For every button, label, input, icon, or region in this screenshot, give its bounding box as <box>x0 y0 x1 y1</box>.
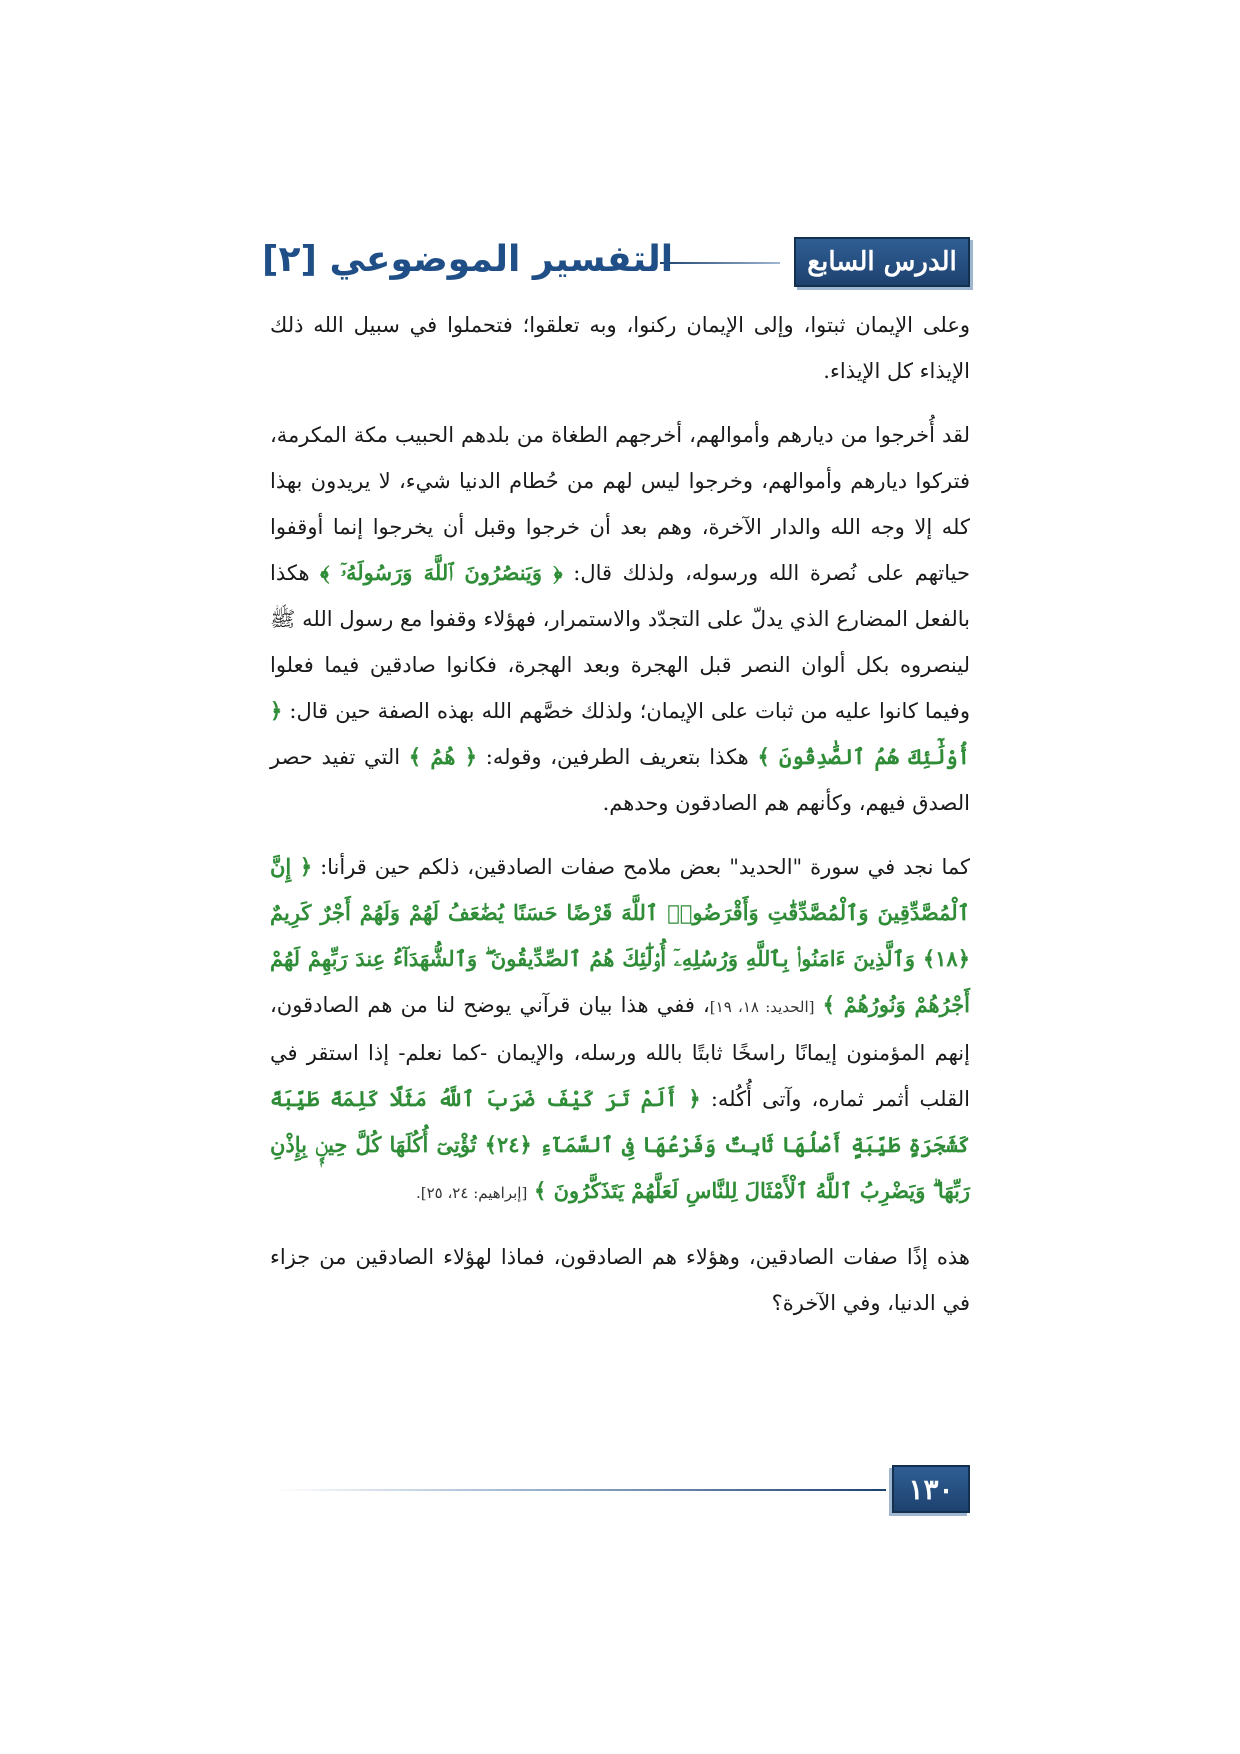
page-number: ١٣٠ <box>908 1472 954 1506</box>
page-number-box <box>892 1465 970 1513</box>
paragraph-1 <box>270 302 970 394</box>
book-title <box>262 239 673 280</box>
paragraph-4 <box>270 1234 970 1326</box>
paragraph-text: التي تفيد حصر الصدق فيهم، وكأنهم هم الصادقون وحدهم. <box>270 745 970 815</box>
book-title-text: التفسير الموضوعي <box>329 239 674 280</box>
verse-reference: [الحديد: ١٨، ١٩] <box>709 998 815 1016</box>
footer-divider <box>276 1489 886 1491</box>
paragraph-3 <box>270 844 970 1216</box>
page-header <box>262 237 970 289</box>
lesson-label-box <box>794 237 970 287</box>
paragraph-text: وعلى الإيمان ثبتوا، وإلى الإيمان ركنوا، وبه تعلقوا؛ فتحملوا في سبيل الله ذلك الإيذاء كل الإيذاء. <box>270 313 970 383</box>
paragraph-text: هكذا بالفعل المضارع الذي يدلّ على التجدّد والاستمرار، فهؤلاء وقفوا مع رسول الله ﷺ لينصروه بكل ألوان النصر قبل الهجرة وبعد الهجرة، فكانوا صادقين فيما فعلوا وفيما كانوا عليه من ثبات على الإيمان؛ ولذلك خصَّهم الله بهذه الصفة حين قال: <box>270 561 970 723</box>
book-part: [٢] <box>262 239 317 280</box>
page-content <box>270 302 970 1344</box>
paragraph-text: لقد أُخرجوا من ديارهم وأموالهم، أخرجهم الطغاة من بلدهم الحبيب مكة المكرمة، فتركوا ديارهم وأموالهم، وخرجوا ليس لهم من حُطام الدنيا شيء، لا يريدون بهذا كله إلا وجه الله والدار الآخرة، وهم بعد أن خرجوا وقبل أن يخرجوا إنما أوقفوا حياتهم على نُصرة الله ورسوله، ولذلك قال: <box>270 423 970 585</box>
header-divider <box>660 262 780 264</box>
quran-verse: ﴿ إِنَّ ٱلْمُصَّدِّقِينَ وَٱلْمُصَّدِّقَٰتِ وَأَقْرَضُوا۟ ٱللَّهَ قَرْضًا حَسَنًا يُضَٰعَفُ لَهُمْ وَلَهُمْ أَجْرٌ كَرِيمٌ ﴿١٨﴾ وَٱلَّذِينَ ءَامَنُوا۟ بِٱللَّهِ وَرُسُلِهِۦٓ أُو۟لَٰٓئِكَ هُمُ ٱلصِّدِّيقُونَ ۖ وَٱلشُّهَدَآءُ عِندَ رَبِّهِمْ لَهُمْ أَجْرُهُمْ وَنُورُهُمْ ﴾ <box>270 854 971 1017</box>
paragraph-text: ، ففي هذا بيان قرآني يوضح لنا من هم الصادقون، إنهم المؤمنون إيمانًا راسخًا ثابتًا بالله ورسله، والإيمان -كما نعلم- إذا استقر في القلب أثمر ثماره، وآتى أُكُله: <box>270 993 970 1111</box>
paragraph-2 <box>270 412 970 826</box>
page-footer <box>276 1465 970 1515</box>
lesson-label: الدرس السابع <box>807 247 957 277</box>
verse-reference: [إبراهيم: ٢٤، ٢٥]. <box>415 1184 528 1202</box>
paragraph-text: هكذا بتعريف الطرفين، وقوله: <box>485 745 749 769</box>
quran-verse: ﴿ أُوْلَٰٓئِكَ هُمُ ٱلصَّٰدِقُونَ ﴾ <box>270 698 970 769</box>
paragraph-text: هذه إذًا صفات الصادقين، وهؤلاء هم الصادقون، فماذا لهؤلاء الصادقين من جزاء في الدنيا، وفي الآخرة؟ <box>270 1245 970 1315</box>
quran-verse: ﴿ أَلَمْ تَرَ كَيْفَ ضَرَبَ ٱللَّهُ مَثَلًا كَلِمَةً طَيِّبَةً كَشَجَرَةٍ طَيِّبَةٍ أَصْلُهَا ثَابِتٌ وَفَرْعُهَا فِى ٱلسَّمَآءِ ﴿٢٤﴾ تُؤْتِىٓ أُكُلَهَا كُلَّ حِينٍۭ بِإِذْنِ رَبِّهَا ۗ وَيَضْرِبُ ٱللَّهُ ٱلْأَمْثَالَ لِلنَّاسِ لَعَلَّهُمْ يَتَذَكَّرُونَ ﴾ <box>270 1086 970 1203</box>
paragraph-text: كما نجد في سورة "الحديد" بعض ملامح صفات الصادقين، ذلكم حين قرأنا: <box>320 855 970 879</box>
quran-verse: ﴿ وَيَنصُرُونَ ٱللَّهَ وَرَسُولَهُۥٓ ﴾ <box>320 560 563 585</box>
quran-verse: ﴿ هُمُ ﴾ <box>408 744 478 769</box>
